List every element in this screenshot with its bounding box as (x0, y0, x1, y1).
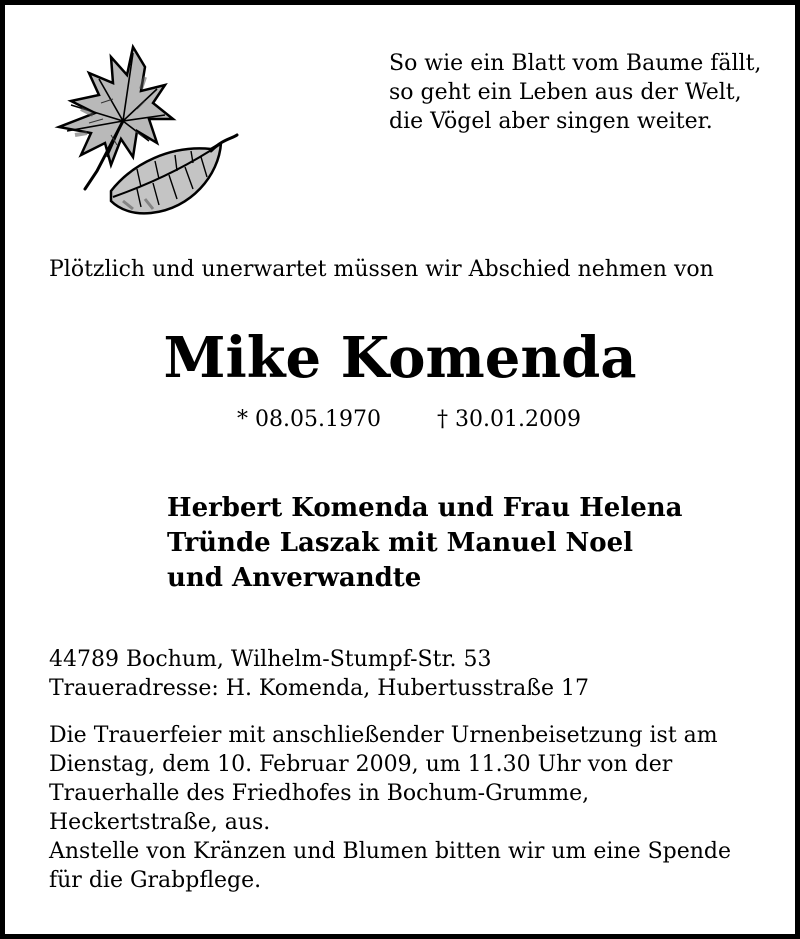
ceremony-details (49, 721, 731, 895)
ceremony-line: Heckertstraße, aus. (49, 810, 271, 835)
ceremony-line: Anstelle von Kränzen und Blumen bitten wir um eine Spende (49, 839, 732, 864)
address-block (49, 645, 589, 703)
ceremony-line: für die Grabpflege. (49, 868, 262, 893)
birth-date: * 08.05.1970 (237, 407, 381, 432)
mourner-line: Herbert Komenda und Frau Helena (167, 493, 683, 523)
ceremony-line: Trauerhalle des Friedhofes in Bochum-Grumme, (49, 781, 590, 806)
deceased-name: Mike Komenda (163, 325, 637, 391)
mourner-line: und Anverwandte (167, 563, 422, 593)
ceremony-line: Dienstag, dem 10. Februar 2009, um 11.30 Uhr von der (49, 752, 673, 777)
mourners (167, 491, 683, 596)
poem (389, 49, 761, 136)
poem-line: die Vögel aber singen weiter. (389, 109, 713, 134)
mourner-line: Tründe Laszak mit Manuel Noel (167, 528, 634, 558)
poem-line: So wie ein Blatt vom Baume fällt, (389, 51, 762, 76)
poem-line: so geht ein Leben aus der Welt, (389, 80, 742, 105)
ceremony-line: Die Trauerfeier mit anschließender Urnenbeisetzung ist am (49, 723, 718, 748)
address-line: Traueradresse: H. Komenda, Hubertusstraße 17 (49, 676, 589, 701)
death-date: † 30.01.2009 (437, 407, 581, 432)
intro-text: Plötzlich und unerwartet müssen wir Abschied nehmen von (49, 257, 714, 282)
autumn-leaves-icon (41, 39, 251, 224)
address-line: 44789 Bochum, Wilhelm-Stumpf-Str. 53 (49, 647, 492, 672)
